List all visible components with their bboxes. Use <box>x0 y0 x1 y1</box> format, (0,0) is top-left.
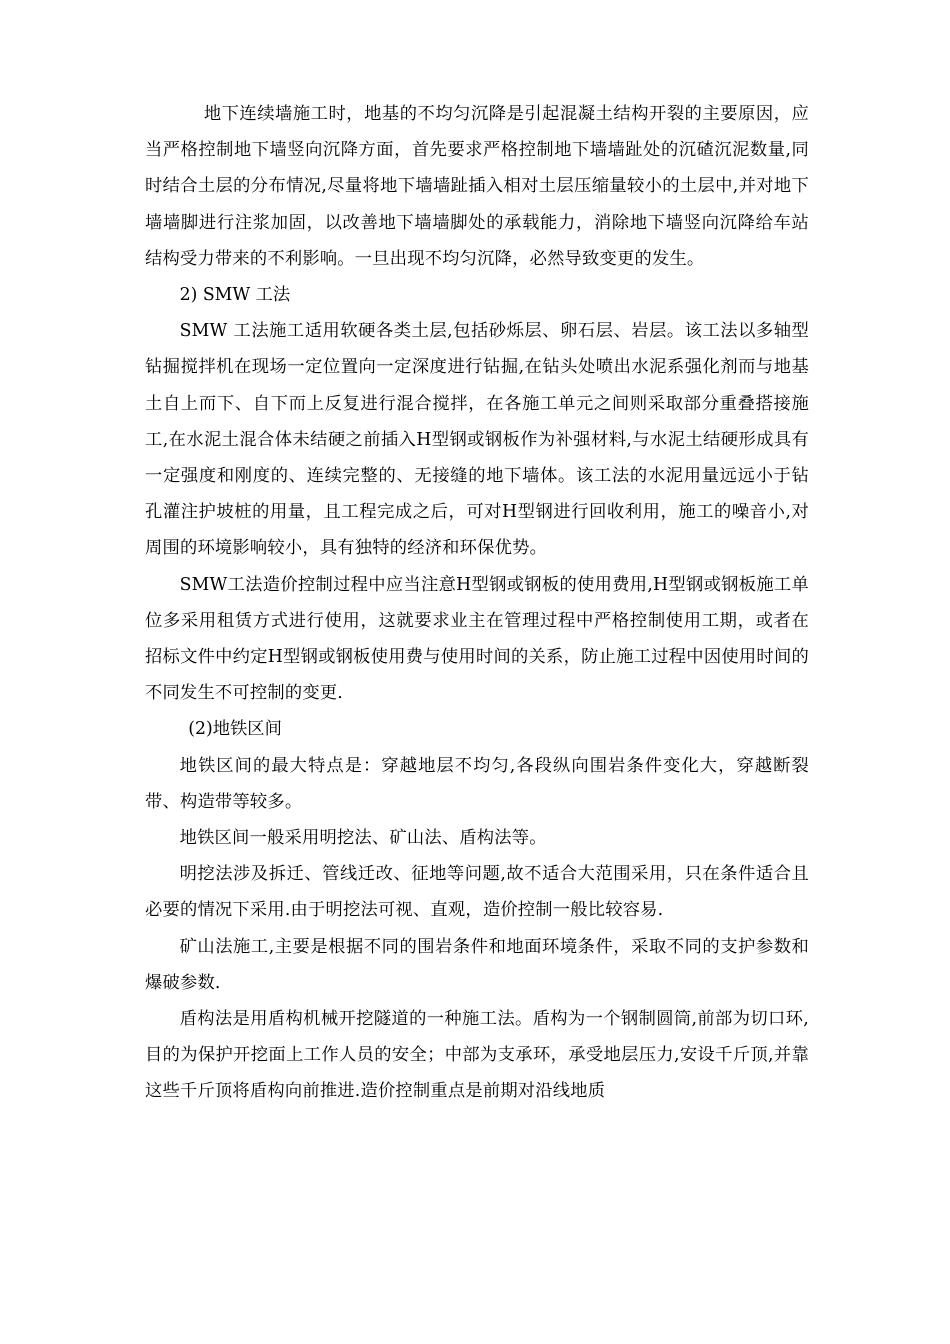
paragraph-metro-methods: 地铁区间一般采用明挖法、矿山法、盾构法等。 <box>179 828 547 849</box>
paragraph-open-cut-method: 明挖法涉及拆迁、管线迁改、征地等问题,故不适合大范围采用，只在条件适合且必要的情况下采用.由于明挖法可视、直观，造价控制一般比较容易. <box>145 864 809 921</box>
paragraph-mining-method: 矿山法施工,主要是根据不同的围岩条件和地面环境条件，采取不同的支护参数和爆破参数. <box>145 936 809 993</box>
paragraph-metro-interval-features: 地铁区间的最大特点是：穿越地层不均匀,各段纵向围岩条件变化大，穿越断裂带、构造带等较多。 <box>145 755 809 812</box>
section-heading-smw-method: 2) SMW 工法 <box>179 285 291 306</box>
section-heading-metro-interval: (2)地铁区间 <box>188 719 282 740</box>
paragraph-smw-cost-control: SMW工法造价控制过程中应当注意H型钢或钢板的使用费用,H型钢或钢板施工单位多采用租赁方式进行使用，这就要求业主在管理过程中严格控制使用工期，或者在招标文件中约定H型钢或钢板使用费与使用时间的关系，防止施工过程中因使用时间的不同发生不可控制的变更. <box>145 574 809 704</box>
document-body <box>145 96 809 1110</box>
paragraph-smw-description: SMW 工法施工适用软硬各类土层,包括砂烁层、卵石层、岩层。该工法以多轴型钻掘搅拌机在现场一定位置向一定深度进行钻掘,在钻头处喷出水泥系强化剂而与地基土自上而下、自下而上反复进行混合搅拌，在各施工单元之间则采取部分重叠搭接施工,在水泥土混合体未结硬之前插入H型钢或钢板作为补强材料,与水泥土结硬形成具有一定强度和刚度的、连续完整的、无接缝的地下墙体。该工法的水泥用量远远小于钻孔灌注护坡桩的用量，且工程完成之后，可对H型钢进行回收利用，施工的噪音小,对周围的环境影响较小，具有独特的经济和环保优势。 <box>145 321 809 559</box>
paragraph-diaphragm-wall-settlement: 地下连续墙施工时，地基的不均匀沉降是引起混凝土结构开裂的主要原因，应当严格控制地下墙竖向沉降方面，首先要求严格控制地下墙墙趾处的沉碴沉泥数量,同时结合土层的分布情况,尽量将地下墙墙趾插入相对土层压缩量较小的土层中,并对地下墙墙脚进行注浆加固，以改善地下墙墙脚处的承载能力，消除地下墙竖向沉降给车站结构受力带来的不利影响。一旦出现不均匀沉降，必然导致变更的发生。 <box>145 104 809 269</box>
paragraph-shield-method: 盾构法是用盾构机械开挖隧道的一种施工法。盾构为一个钢制圆筒,前部为切口环,目的为保护开挖面上工作人员的安全；中部为支承环，承受地层压力,安设千斤顶,并靠这些千斤顶将盾构向前推进.造价控制重点是前期对沿线地质 <box>145 1009 809 1102</box>
